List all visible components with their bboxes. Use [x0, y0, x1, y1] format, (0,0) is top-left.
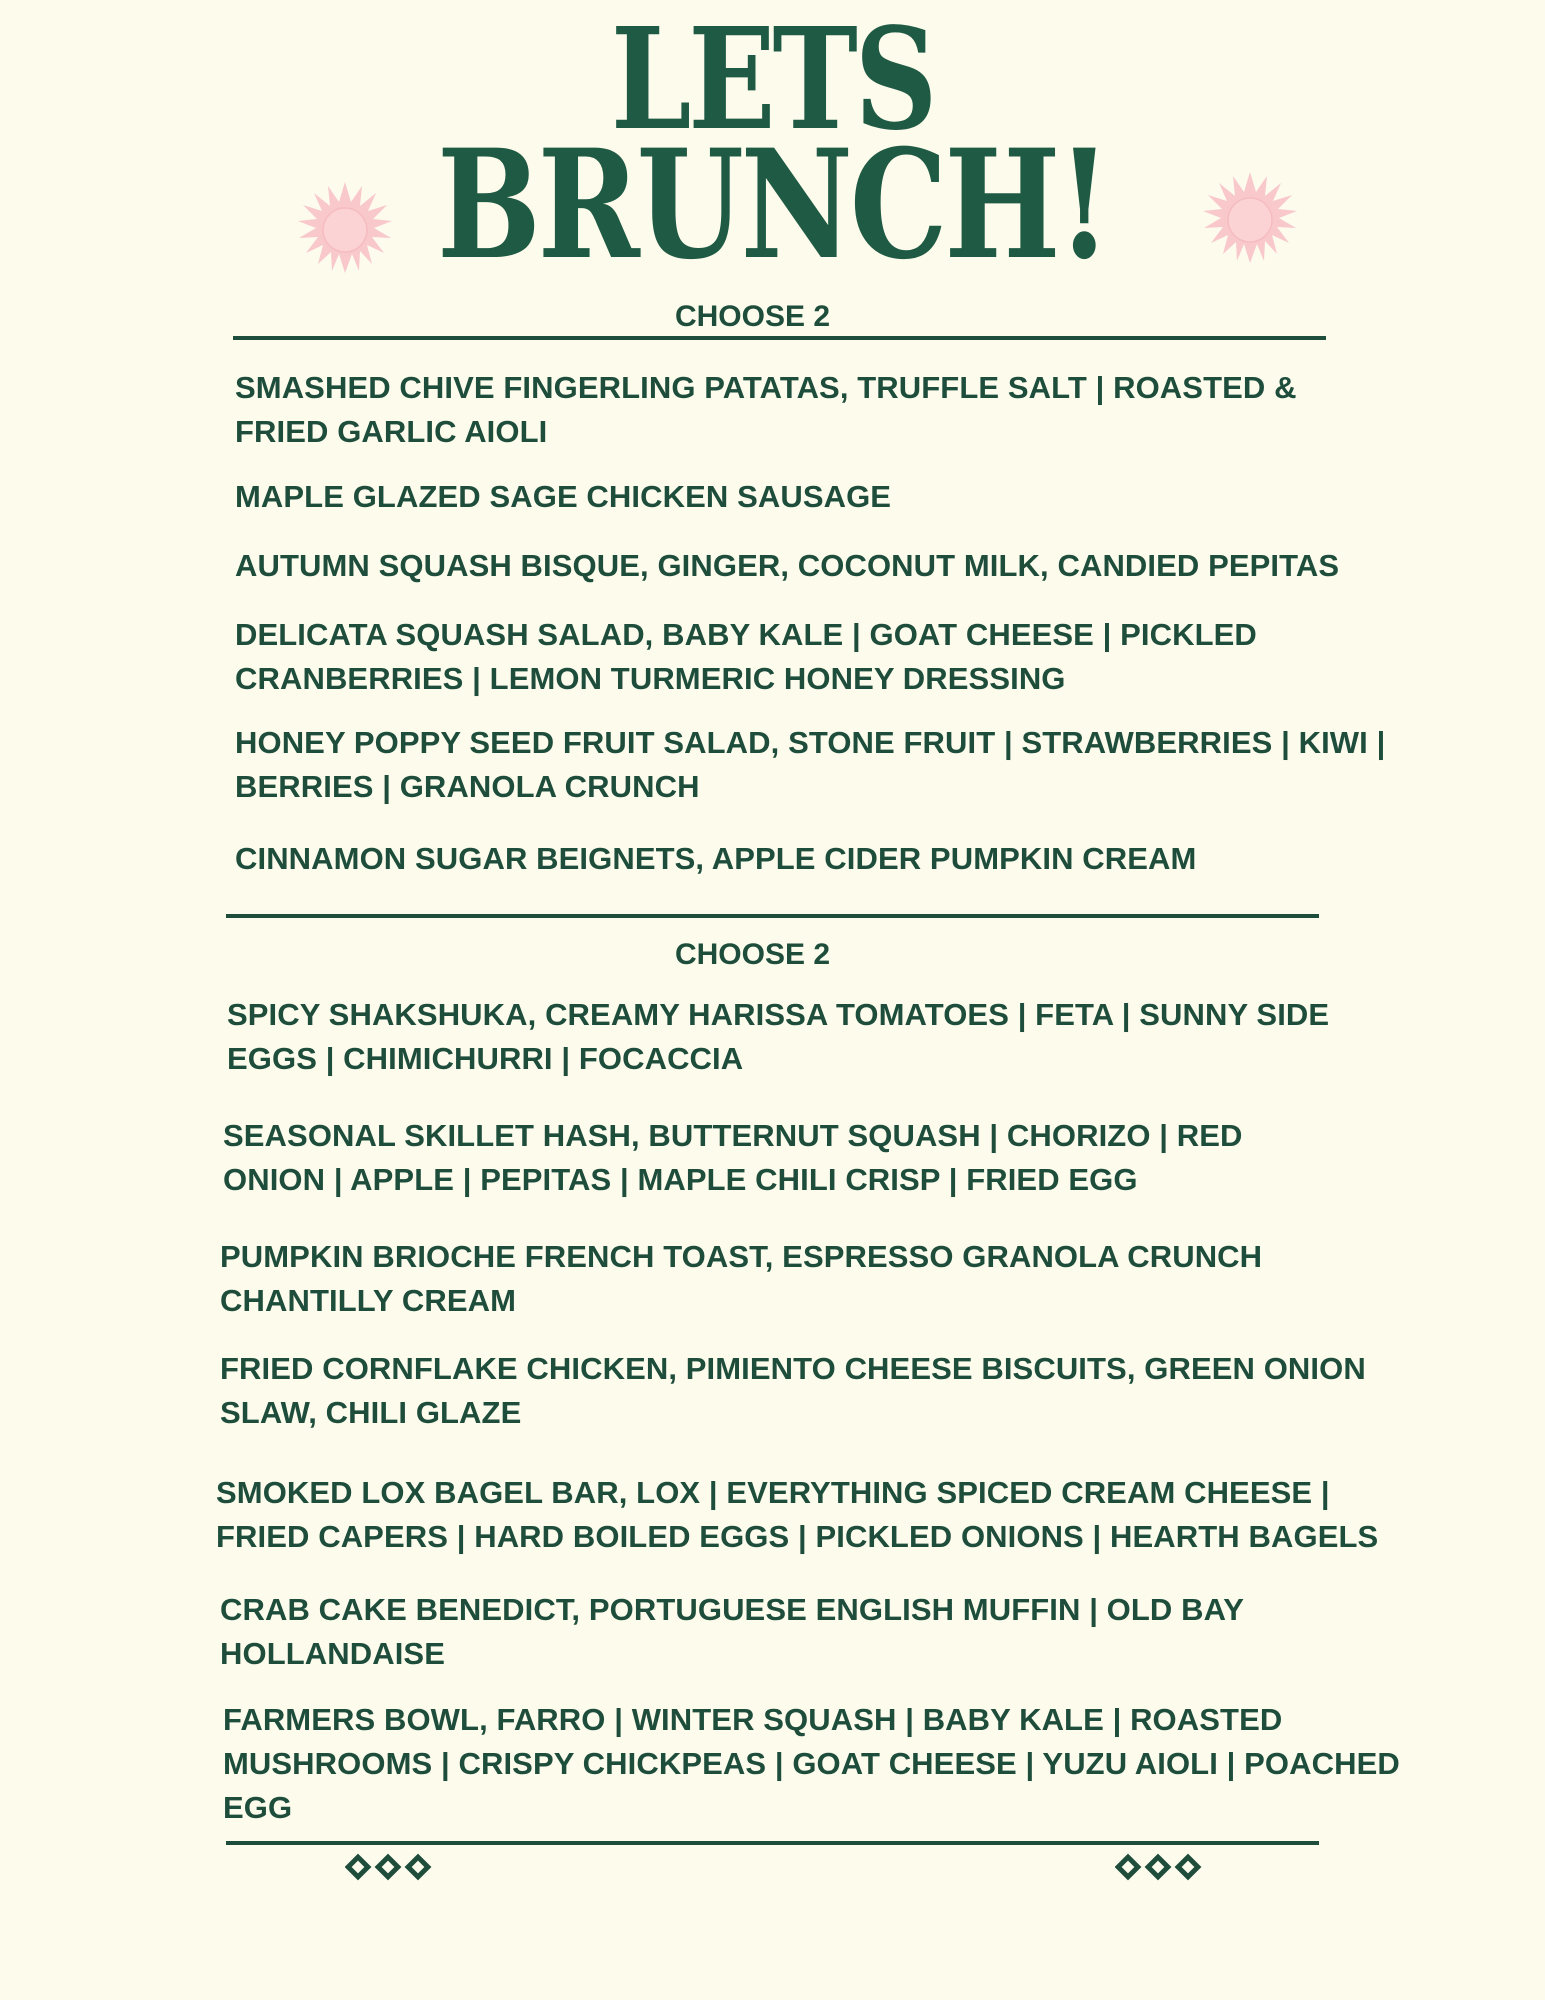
menu-item: CINNAMON SUGAR BEIGNETS, APPLE CIDER PUMPKIN CREAM [235, 841, 1197, 876]
divider [226, 914, 1319, 918]
menu-item: SEASONAL SKILLET HASH, BUTTERNUT SQUASH | CHORIZO | RED ONION | APPLE | PEPITAS | MAPLE CHILI CRISP | FRIED EGG [223, 1118, 1243, 1197]
menu-item: HONEY POPPY SEED FRUIT SALAD, STONE FRUIT | STRAWBERRIES | KIWI | BERRIES | GRANOLA CRUNCH [235, 725, 1386, 804]
menu-item: CRAB CAKE BENEDICT, PORTUGUESE ENGLISH MUFFIN | OLD BAY HOLLANDAISE [220, 1592, 1245, 1671]
menu-item: FARMERS BOWL, FARRO | WINTER SQUASH | BABY KALE | ROASTED MUSHROOMS | CRISPY CHICKPEAS | GOAT CHEESE | YUZU AIOLI | POACHED EGG [223, 1702, 1400, 1825]
menu-item: AUTUMN SQUASH BISQUE, GINGER, COCONUT MILK, CANDIED PEPITAS [235, 548, 1340, 583]
menu-item: SMOKED LOX BAGEL BAR, LOX | EVERYTHING SPICED CREAM CHEESE | FRIED CAPERS | HARD BOILED EGGS | PICKLED ONIONS | HEARTH BAGELS [216, 1475, 1379, 1554]
menu-item: SMASHED CHIVE FINGERLING PATATAS, TRUFFLE SALT | ROASTED & FRIED GARLIC AIOLI [235, 370, 1297, 449]
divider [226, 1841, 1319, 1845]
flower-ornament-icon [1115, 1853, 1205, 1883]
menu-item: FRIED CORNFLAKE CHICKEN, PIMIENTO CHEESE BISCUITS, GREEN ONION SLAW, CHILI GLAZE [220, 1351, 1366, 1430]
menu-item: DELICATA SQUASH SALAD, BABY KALE | GOAT CHEESE | PICKLED CRANBERRIES | LEMON TURMERIC HONEY DRESSING [235, 617, 1257, 696]
sun-icon [1200, 170, 1300, 270]
menu-item: SPICY SHAKSHUKA, CREAMY HARISSA TOMATOES | FETA | SUNNY SIDE EGGS | CHIMICHURRI | FOCACCIA [227, 997, 1330, 1076]
divider [233, 336, 1326, 340]
menu-item: PUMPKIN BRIOCHE FRENCH TOAST, ESPRESSO GRANOLA CRUNCH CHANTILLY CREAM [220, 1239, 1263, 1318]
section-1-heading: CHOOSE 2 [674, 300, 831, 333]
menu-item: MAPLE GLAZED SAGE CHICKEN SAUSAGE [235, 479, 892, 514]
section-2-heading: CHOOSE 2 [674, 938, 831, 971]
flower-ornament-icon [345, 1853, 435, 1883]
sun-icon [295, 180, 395, 280]
page-title-line-2: BRUNCH! [436, 117, 1109, 293]
page-title-line-1: LETS [610, 0, 935, 162]
